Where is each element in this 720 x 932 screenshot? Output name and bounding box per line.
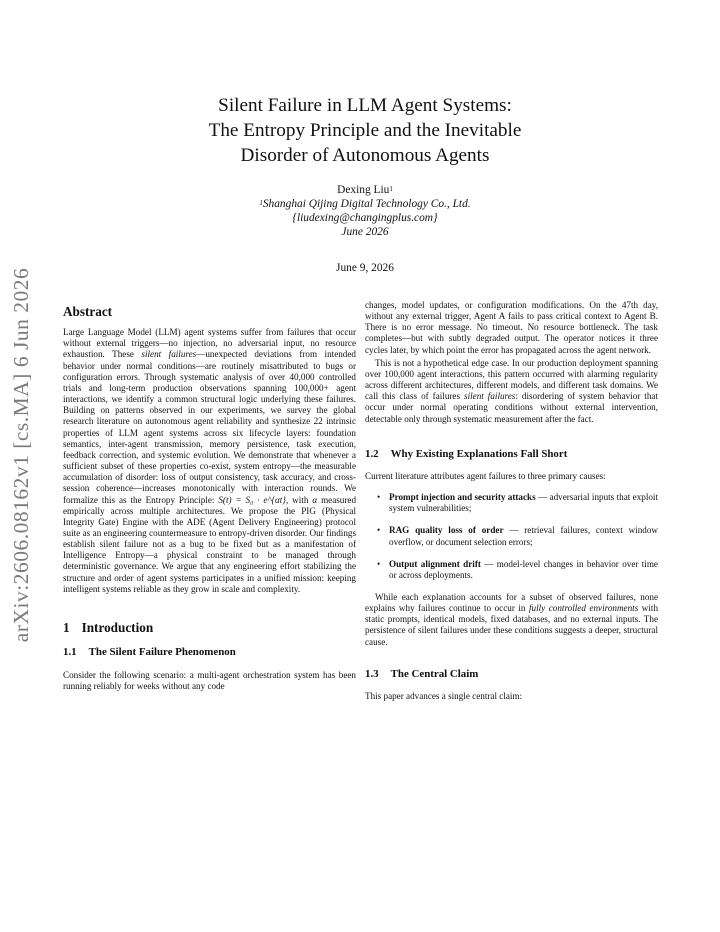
abstract-text: Large Language Model (LLM) agent systems suffer from failures that occur without external triggers—no injection, no adversarial input, no resource exhaustion. These silent failures—unexpected deviations from intended behavior under normal conditions—are routinely misattributed to bugs or configuration errors. Through systematic analysis of over 40,000 controlled trials and long-term production observations spanning 100,000+ agent interactions, we identify a common structural logic underlying these failures. Building on patterns observed in our experiments, we survey the global research literature on autonomous agent reliability and synthesize 22 intrinsic properties of LLM agent systems across six lifecycle layers: foundation semantics, inter-agent transmission, memory persistence, task execution, feedback correction, and systemic evolution. We demonstrate that whenever a sufficient subset of these properties co-exist, system entropy—the measurable accumulation of disorder: loss of output consistency, task accuracy, and cross-session coherence—increases monotonically with interaction rounds. We formalize this as the Entropy Principle: S(t) = S₀ · e^{αt}, with α measured empirically across multiple architectures. We propose the PIG (Physical Integrity Gate) Engine with the ADE (Agent Delivery Engineering) protocol suite as an engineering countermeasure to entropy-driven disorder. Our findings establish silent failure not as a bug to be fixed but as a manifestation of Intelligence Entropy—a physical constraint to be managed through deterministic governance. We argue that any engineering effort stabilizing the structure and order of agent systems participates in a unified mission: keeping intelligent systems reliable as they grow in scale and complexity. (63, 327, 357, 594)
paragraph: This paper advances a single central claim: (365, 690, 523, 701)
subsection-heading: 1.2 Why Existing Explanations Fall Short (365, 447, 568, 460)
author-sup: 1 (389, 185, 393, 193)
paragraph: changes, model updates, or configuration modifications. On the 47th day, without any external trigger, Agent A fails to pass critical context to Agent B. There is no error message. No timeout. No resource bottleneck. The task completes—but with subtly degraded output. The operator notices it three cycles later, by which point the error has propagated across the agent network. (365, 300, 658, 355)
abstract-heading: Abstract (63, 304, 113, 319)
paragraph: While each explanation accounts for a subset of observed failures, none explains why failures continue to occur in fully controlled environments with static prompts, identical models, fixed databases, and no external inputs. The persistence of silent failures under these conditions suggests a deeper, structural cause. (365, 591, 659, 647)
subsection-heading: 1.3 The Central Claim (365, 667, 479, 680)
title-line: Silent Failure in LLM Agent Systems: (218, 95, 512, 116)
title-line: Disorder of Autonomous Agents (240, 145, 490, 166)
paragraph: Consider the following scenario: a multi-agent orchestration system has been running reliably for weeks without any code (63, 670, 356, 692)
author-block (80, 183, 650, 239)
affiliation: Shanghai Qijing Digital Technology Co., Ltd. (262, 198, 471, 210)
left-column (63, 300, 356, 693)
paragraph: This is not a hypothetical edge case. In our production deployment spanning over 100,000 agent interactions, this pattern occurred with alarming regularity across different architectures, different models, and different task domains. We call this class of failures silent failures: disordering of system behavior that occur under normal operating conditions without external intervention, detectable only through systematic measurement after the fact. (365, 357, 658, 424)
subsection-heading: 1.1 The Silent Failure Phenomenon (63, 646, 236, 659)
title-line: The Entropy Principle and the Inevitable (208, 120, 522, 141)
author-email: {liudexing@changingplus.com} (292, 212, 438, 224)
author-name: Dexing Liu (337, 184, 390, 196)
arxiv-identifier: arXiv:2606.08162v1 [cs.MA] 6 Jun 2026 (9, 267, 33, 643)
cause-list (365, 492, 658, 581)
paper-title (80, 93, 650, 168)
list-item: • Prompt injection and security attacks — adversarial inputs that exploit system vulnerabilities; (377, 492, 658, 514)
right-column (365, 300, 658, 702)
paragraph: Current literature attributes agent failures to three primary causes: (365, 470, 606, 481)
affiliation-sup: 1 (259, 199, 263, 207)
section-heading: 1 Introduction (63, 619, 154, 635)
date-italic: June 2026 (341, 226, 389, 238)
paper-date: June 9, 2026 (336, 262, 394, 274)
list-item: • Output alignment drift — model-level changes in behavior over time or across deployments. (377, 558, 658, 580)
entropy-formula: S(t) = S₀ · e^{αt} (218, 494, 286, 505)
list-item: • RAG quality loss of order — retrieval failures, context window overflow, or document selection errors; (377, 525, 658, 547)
